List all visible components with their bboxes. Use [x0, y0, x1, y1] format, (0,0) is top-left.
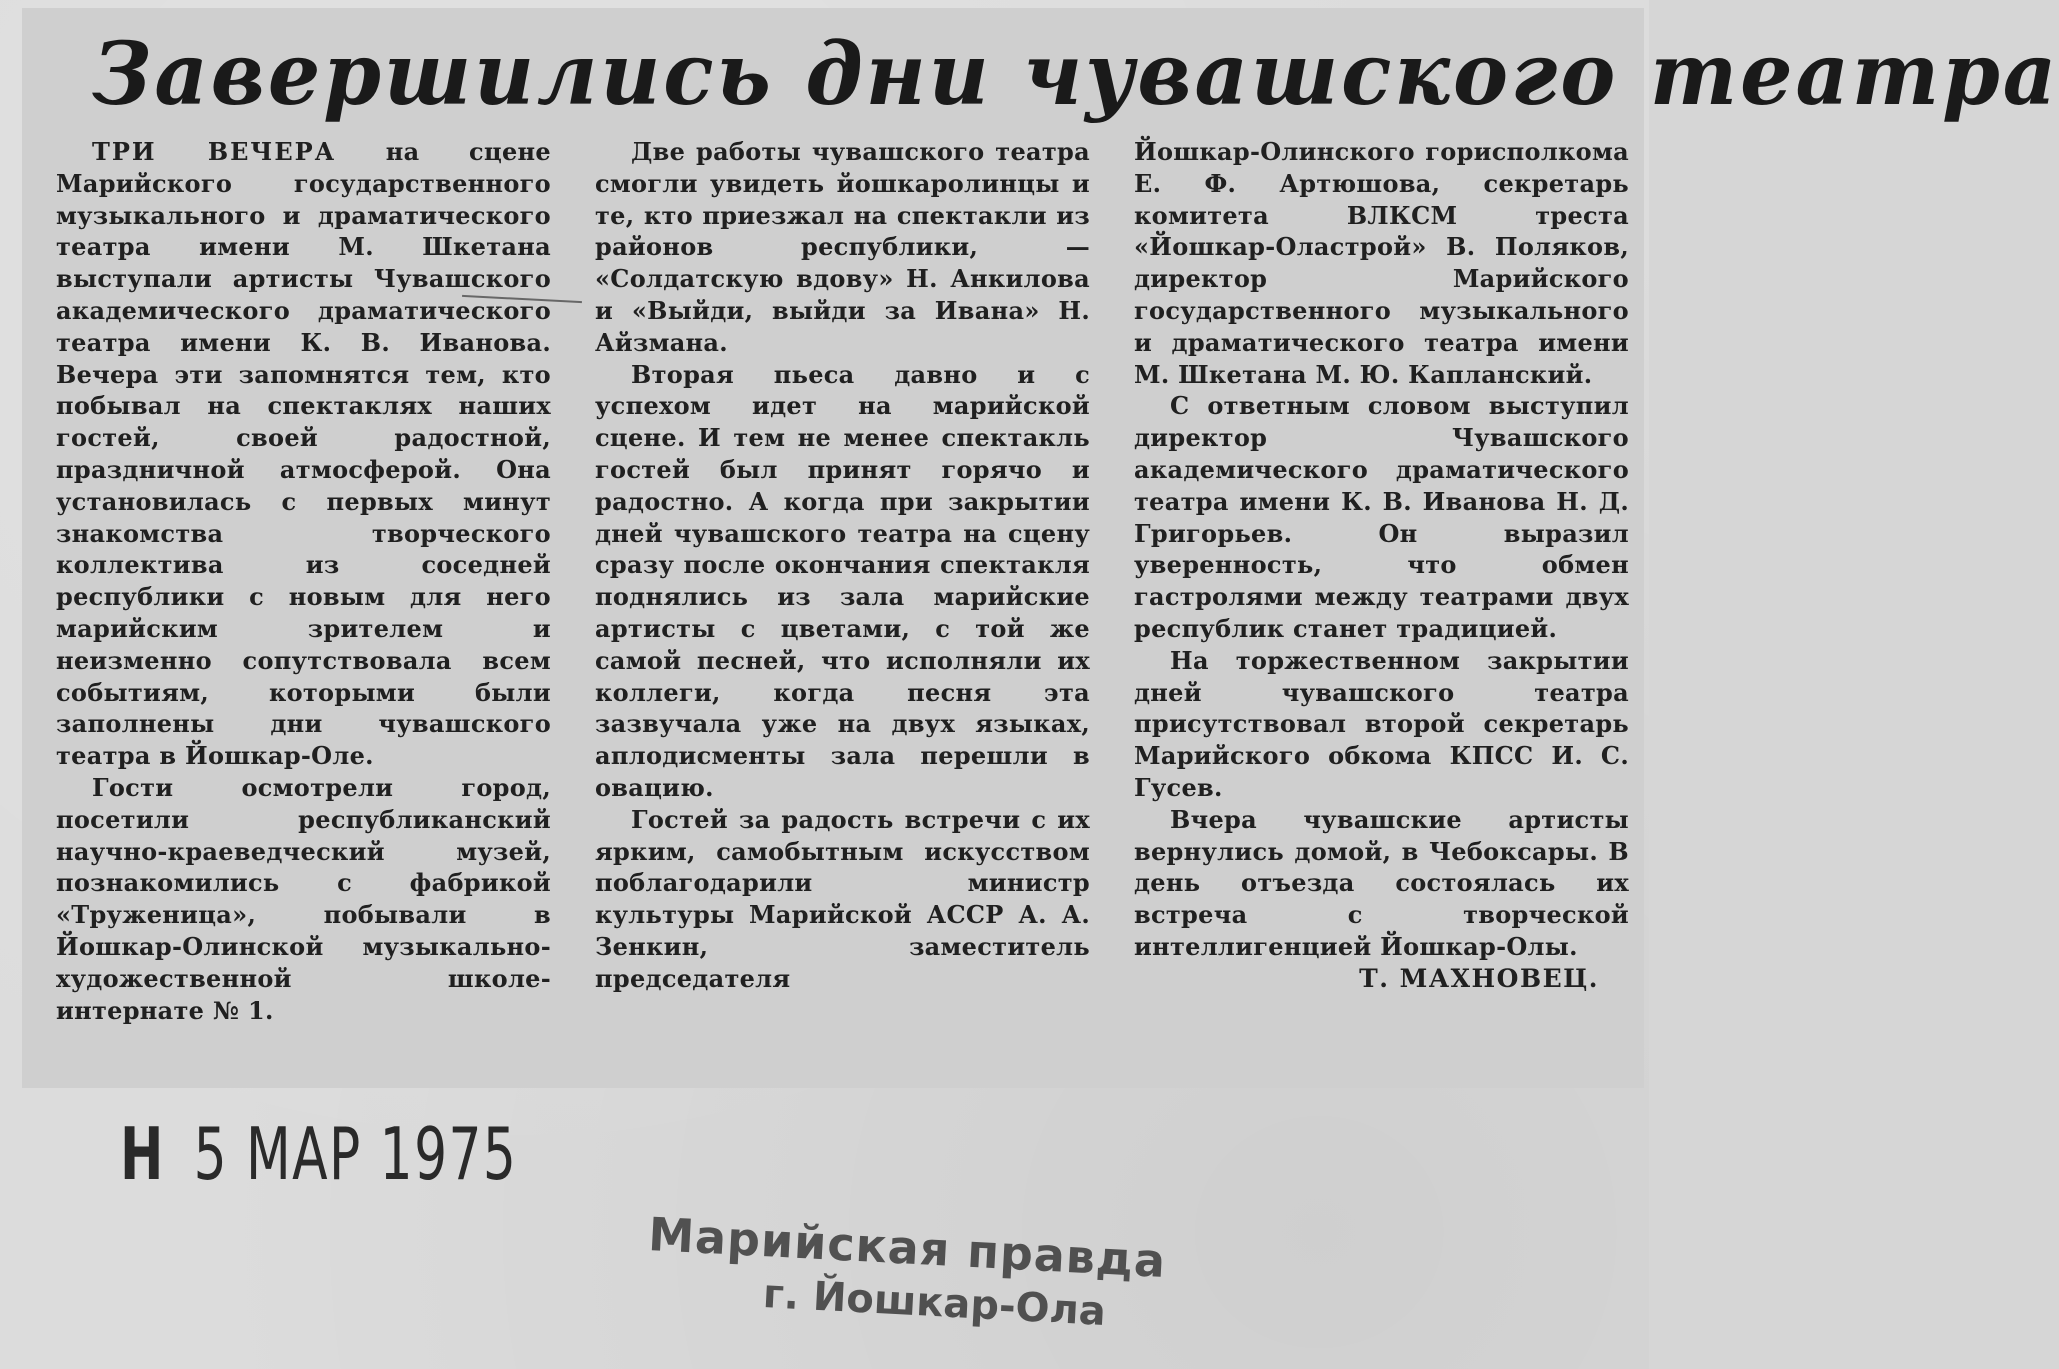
- source-stamp-newspaper: Марийская правда: [647, 1206, 1168, 1289]
- newspaper-clipping: [22, 8, 2059, 1088]
- article-paragraph: Йошкар-Олинского горисполкома Е. Ф. Артюшова, секретарь комитета ВЛКСМ треста «Йошкар-Оластрой» В. Поляков, директор Марийского государственного музыкального и драматического театра имени М. Шкетана М. Ю. Капланский.: [1134, 137, 1629, 389]
- article-paragraph: Две работы чувашского театра смогли увидеть йошкаролинцы и те, кто приезжал на спектакли из районов республики, — «Солдатскую вдову» Н. Анкилова и «Выйди, выйди за Ивана» Н. Айзмана.: [595, 137, 1090, 357]
- date-stamp-prefix: Н: [120, 1112, 165, 1196]
- article-column-1: [56, 136, 551, 1076]
- lead-caps: ТРИ ВЕЧЕРА: [92, 137, 337, 166]
- article-column-2: [595, 136, 1090, 1076]
- date-stamp: [120, 1112, 517, 1196]
- article-paragraph: Вторая пьеса давно и с успехом идет на марийской сцене. И тем не менее спектакль гостей был принят горячо и радостно. А когда при закрытии дней чувашского театра на сцену сразу после окончания спектакля поднялись из зала марийские артисты с цветами, с той же самой песней, что исполняли их коллеги, когда песня эта зазвучала уже на двух языках, аплодисменты зала перешли в овацию.: [595, 359, 1090, 802]
- author-signature: Т. МАХНОВЕЦ.: [1359, 963, 1599, 993]
- article-paragraph: Вчера чувашские артисты вернулись домой, в Чебоксары. В день отъезда состоялась их встреча с творческой интеллигенцией Йошкар-Олы.: [1134, 804, 1629, 961]
- article-paragraph: Гостей за радость встречи с их ярким, самобытным искусством поблагодарили министр культуры Марийской АССР А. А. Зенкин, заместитель председателя: [595, 804, 1090, 993]
- article-paragraph: С ответным словом выступил директор Чувашского академического драматического театра имени К. В. Иванова Н. Д. Григорьев. Он выразил уверенность, что обмен гастролями между театрами двух республик станет традицией.: [1134, 391, 1629, 643]
- article-paragraph: [56, 136, 551, 772]
- date-stamp-date: 5 МАР 1975: [193, 1112, 518, 1196]
- source-stamp: [644, 1205, 1167, 1340]
- article-paragraph: Гости осмотрели город, посетили республиканский научно-краеведческий музей, познакомились с фабрикой «Труженица», побывали в Йошкар-Олинской музыкально-художественной школе-интернате № 1.: [56, 772, 551, 1025]
- article-paragraph: На торжественном закрытии дней чувашского театра присутствовал второй секретарь Марийского обкома КПСС И. С. Гусев.: [1134, 645, 1629, 802]
- source-stamp-city: г. Йошкар-Ола: [761, 1271, 1107, 1335]
- article-headline: Завершились дни чувашского театра: [92, 24, 2059, 125]
- paragraph-text: на сцене Марийского государственного музыкального и драматического театра имени М. Шкетана выступали артисты Чувашского академического драматического театра имени К. В. Иванова. Вечера эти запомнятся тем, кто побывал на спектаклях наших гостей, своей радостной, праздничной атмосферой. Она установилась с первых минут знакомства творческого коллектива из соседней республики с новым для него марийским зрителем и неизменно сопутствовала всем событиям, которыми были заполнены дни чувашского театра в Йошкар-Оле.: [56, 137, 551, 771]
- article-column-3: [1134, 136, 1629, 1076]
- article-body: [56, 136, 1636, 1076]
